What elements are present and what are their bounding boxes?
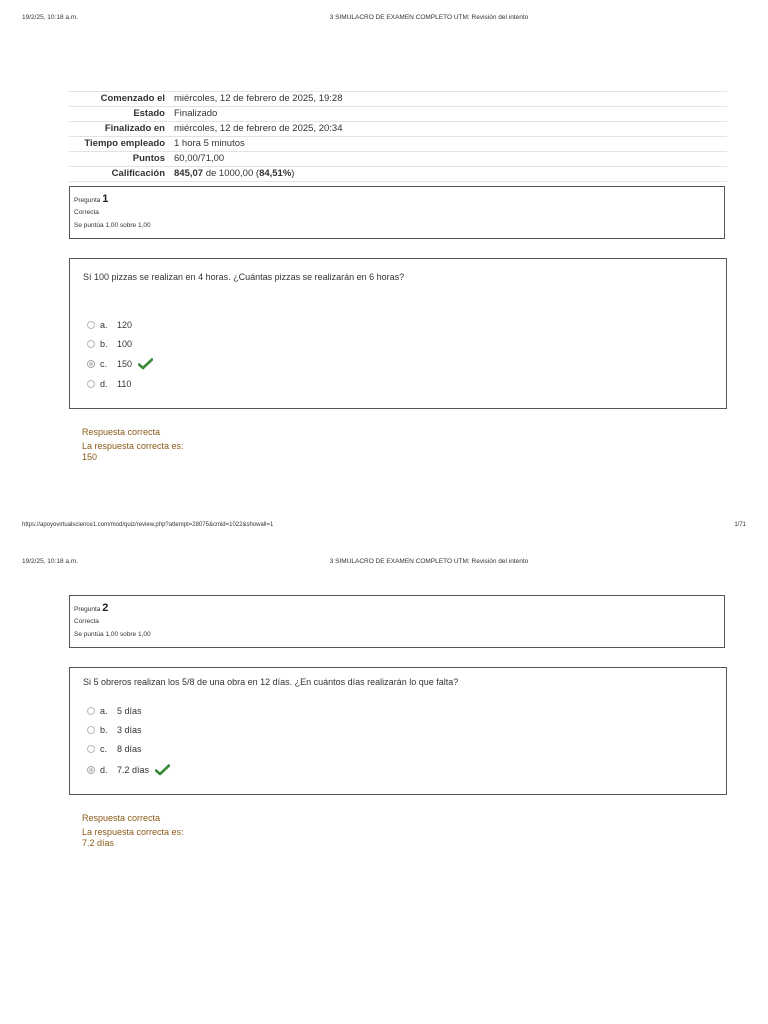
radio-icon[interactable]	[87, 380, 95, 388]
answer-letter: c.	[100, 359, 108, 369]
answer-text: 7.2 días	[117, 765, 150, 775]
question-number-value: 1	[102, 193, 109, 205]
answer-option[interactable]	[87, 723, 142, 737]
print-header-page-1	[0, 14, 768, 28]
radio-icon[interactable]	[87, 745, 95, 753]
question-mark: Se puntúa 1,00 sobre 1,00	[74, 222, 151, 229]
right-answer-label: La respuesta correcta es:	[82, 441, 184, 451]
grade-of: de 1000,00 (	[203, 168, 260, 179]
answer-option[interactable]	[87, 704, 142, 718]
answer-text: 100	[117, 339, 133, 349]
summary-label: Estado	[69, 107, 170, 122]
answer-letter: a.	[100, 320, 108, 330]
footer-page-count: 1/71	[734, 522, 746, 528]
radio-icon[interactable]	[87, 340, 95, 348]
answer-letter: c.	[100, 744, 108, 754]
radio-icon[interactable]	[87, 360, 95, 368]
radio-icon[interactable]	[87, 707, 95, 715]
answer-letter: d.	[100, 765, 108, 775]
answer-option[interactable]	[87, 318, 132, 332]
answer-text: 120	[117, 320, 133, 330]
header-date: 19/2/25, 10:18 a.m.	[22, 558, 79, 565]
question-1-feedback	[82, 427, 184, 463]
answer-text: 3 días	[117, 725, 142, 735]
header-title: 3 SIMULACRO DE EXAMEN COMPLETO UTM: Revisión del intento	[329, 14, 529, 21]
summary-label: Puntos	[69, 152, 170, 167]
summary-value: miércoles, 12 de febrero de 2025, 19:28	[170, 92, 727, 107]
summary-row	[69, 107, 727, 122]
radio-icon[interactable]	[87, 726, 95, 734]
check-icon	[138, 358, 153, 370]
answer-text: 150	[117, 359, 133, 369]
answer-option[interactable]	[87, 742, 142, 756]
attempt-summary-table	[69, 91, 727, 182]
summary-value: 1 hora 5 minutos	[170, 137, 727, 152]
answer-option-selected[interactable]	[87, 357, 153, 371]
summary-label: Comenzado el	[69, 92, 170, 107]
summary-value: miércoles, 12 de febrero de 2025, 20:34	[170, 122, 727, 137]
header-date: 19/2/25, 10:18 a.m.	[22, 14, 79, 21]
check-icon	[155, 764, 170, 776]
summary-row	[69, 92, 727, 107]
footer-url: https://apoyovirtualscience1.com/mod/quiz/review.php?attempt=28075&cmid=1022&showall=1	[22, 522, 274, 528]
right-answer: 7.2 días	[82, 838, 115, 848]
question-number	[74, 602, 720, 614]
answer-option-selected[interactable]	[87, 763, 170, 777]
answer-option[interactable]	[87, 377, 131, 391]
print-header-page-2	[0, 558, 768, 572]
question-2-info	[69, 595, 725, 648]
answer-letter: b.	[100, 725, 108, 735]
summary-value: 60,00/71,00	[170, 152, 727, 167]
question-1-info	[69, 186, 725, 239]
feedback-text: Respuesta correcta	[82, 813, 161, 823]
question-state: Correcta	[74, 618, 99, 625]
feedback-text: Respuesta correcta	[82, 427, 161, 437]
summary-label: Tiempo empleado	[69, 137, 170, 152]
summary-value: Finalizado	[170, 107, 727, 122]
right-answer: 150	[82, 452, 98, 462]
summary-row	[69, 122, 727, 137]
answer-letter: d.	[100, 379, 108, 389]
question-1-formulation	[69, 258, 727, 409]
grade-score: 845,07	[174, 168, 204, 179]
answer-letter: b.	[100, 339, 108, 349]
question-state: Correcta	[74, 209, 99, 216]
question-text: Sí 100 pizzas se realizan en 4 horas. ¿Cuántas pizzas se realizarán en 6 horas?	[83, 272, 405, 282]
question-2-formulation	[69, 667, 727, 795]
question-label: Pregunta	[74, 606, 101, 613]
summary-label: Finalizado en	[69, 122, 170, 137]
right-answer-label: La respuesta correcta es:	[82, 827, 184, 837]
radio-icon[interactable]	[87, 766, 95, 774]
grade-label: Calificación	[69, 167, 170, 182]
question-2-feedback	[82, 813, 184, 849]
summary-row	[69, 152, 727, 167]
header-title: 3 SIMULACRO DE EXAMEN COMPLETO UTM: Revisión del intento	[329, 558, 529, 565]
answer-text: 8 días	[117, 744, 142, 754]
question-label: Pregunta	[74, 197, 101, 204]
answer-text: 5 días	[117, 706, 142, 716]
grade-percent: 84,51%	[259, 168, 292, 179]
question-mark: Se puntúa 1,00 sobre 1,00	[74, 631, 151, 638]
grade-close: )	[291, 168, 295, 179]
summary-row	[69, 137, 727, 152]
question-number	[74, 193, 720, 205]
answer-letter: a.	[100, 706, 108, 716]
answer-text: 110	[117, 379, 132, 389]
grade-value	[170, 167, 727, 182]
question-number-value: 2	[102, 602, 109, 614]
radio-icon[interactable]	[87, 321, 95, 329]
summary-row-grade	[69, 167, 727, 182]
question-text: Si 5 obreros realizan los 5/8 de una obra en 12 días. ¿En cuántos días realizarán lo que falta?	[83, 677, 459, 687]
answer-option[interactable]	[87, 337, 132, 351]
